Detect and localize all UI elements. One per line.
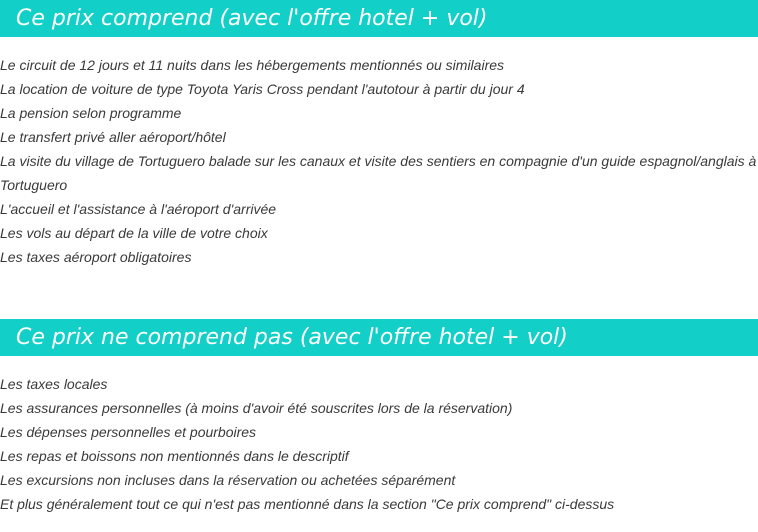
list-item: Le circuit de 12 jours et 11 nuits dans les hébergements mentionnés ou similaires — [0, 57, 505, 73]
list-item: Les taxes aéroport obligatoires — [0, 249, 192, 265]
list-item: Et plus généralement tout ce qui n'est pas mentionné dans la section "Ce prix comprend" ci-dessus — [0, 496, 615, 512]
section-title-not-included: Ce prix ne comprend pas (avec l'offre hotel + vol) — [0, 319, 758, 356]
list-item: La pension selon programme — [0, 105, 182, 121]
list-item: Les assurances personnelles (à moins d'avoir été souscrites lors de la réservation) — [0, 400, 513, 416]
list-item: Les vols au départ de la ville de votre choix — [0, 225, 268, 241]
list-item: Les dépenses personnelles et pourboires — [0, 424, 257, 440]
list-item: Le transfert privé aller aéroport/hôtel — [0, 129, 226, 145]
not-included-items-list — [0, 372, 758, 516]
list-item: Les repas et boissons non mentionnés dans le descriptif — [0, 448, 349, 464]
section-title-included: Ce prix comprend (avec l'offre hotel + vol) — [0, 0, 758, 37]
list-item: Les taxes locales — [0, 376, 108, 392]
list-item: Les excursions non incluses dans la réservation ou achetées séparément — [0, 472, 456, 488]
list-item: La visite du village de Tortuguero balade sur les canaux et visite des sentiers en compagnie d'un guide espagnol/anglais à Tortuguero — [0, 153, 757, 193]
list-item: La location de voiture de type Toyota Yaris Cross pendant l'autotour à partir du jour 4 — [0, 81, 525, 97]
list-item: L'accueil et l'assistance à l'aéroport d'arrivée — [0, 201, 277, 217]
included-items-list — [0, 53, 758, 269]
